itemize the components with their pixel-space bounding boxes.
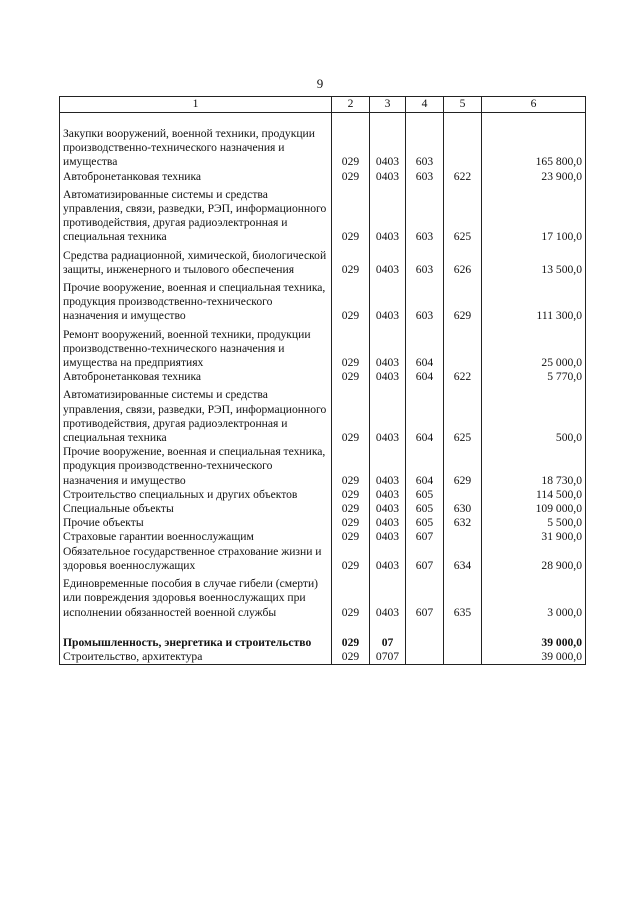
table-row (60, 277, 586, 324)
table-row (60, 245, 586, 277)
page-number: 9 (316, 76, 324, 91)
row-code-4: 603 (406, 277, 444, 324)
row-code-2: 029 (332, 573, 370, 620)
table-row (60, 650, 586, 665)
row-name: Прочие объекты (60, 516, 332, 530)
row-amount: 5 770,0 (482, 370, 586, 384)
row-code-4: 607 (406, 545, 444, 573)
row-code-3: 0403 (370, 488, 406, 502)
table-row (60, 573, 586, 620)
row-code-4: 604 (406, 445, 444, 488)
row-code-2: 029 (332, 488, 370, 502)
row-code-3: 0403 (370, 502, 406, 516)
row-code-3: 07 (370, 620, 406, 650)
row-name: Промышленность, энергетика и строительство (60, 620, 332, 650)
budget-table-container (59, 96, 585, 665)
row-name: Прочие вооружение, военная и специальная техника, продукция производственно-технического назначения и имущество (60, 445, 332, 488)
row-code-3: 0403 (370, 530, 406, 544)
row-amount: 31 900,0 (482, 530, 586, 544)
header-row (60, 97, 586, 113)
row-code-4: 607 (406, 530, 444, 544)
row-code-2: 029 (332, 516, 370, 530)
row-amount: 25 000,0 (482, 324, 586, 371)
row-name: Закупки вооружений, военной техники, продукции производственно-технического назначения и имущества (60, 113, 332, 170)
row-name: Ремонт вооружений, военной техники, продукции производственно-технического назначения и имущества на предприятиях (60, 324, 332, 371)
table-row (60, 370, 586, 384)
row-code-2: 029 (332, 545, 370, 573)
row-amount: 17 100,0 (482, 184, 586, 245)
row-code-2: 029 (332, 324, 370, 371)
row-code-2: 029 (332, 170, 370, 184)
row-code-5: 632 (444, 516, 482, 530)
row-code-4: 605 (406, 488, 444, 502)
row-code-4: 603 (406, 170, 444, 184)
row-code-4: 604 (406, 384, 444, 445)
row-code-2: 029 (332, 370, 370, 384)
row-code-5: 625 (444, 184, 482, 245)
row-code-4: 607 (406, 573, 444, 620)
table-row (60, 530, 586, 544)
table-row (60, 184, 586, 245)
row-code-2: 029 (332, 445, 370, 488)
row-name: Средства радиационной, химической, биологической защиты, инженерного и тылового обеспечения (60, 245, 332, 277)
header-col-3: 3 (370, 97, 406, 113)
table-row (60, 620, 586, 650)
row-amount: 18 730,0 (482, 445, 586, 488)
row-code-4: 604 (406, 370, 444, 384)
row-amount: 39 000,0 (482, 620, 586, 650)
table-row (60, 324, 586, 371)
row-name: Автобронетанковая техника (60, 370, 332, 384)
row-name: Единовременные пособия в случае гибели (смерти) или повреждения здоровья военнослужащих при исполнении обязанностей военной службы (60, 573, 332, 620)
row-code-4: 604 (406, 324, 444, 371)
row-code-3: 0707 (370, 650, 406, 665)
row-name: Строительство, архитектура (60, 650, 332, 665)
table-row (60, 113, 586, 170)
row-code-3: 0403 (370, 170, 406, 184)
row-code-5: 622 (444, 170, 482, 184)
row-code-4 (406, 620, 444, 650)
row-amount: 23 900,0 (482, 170, 586, 184)
row-code-3: 0403 (370, 184, 406, 245)
row-code-5 (444, 113, 482, 170)
row-amount: 3 000,0 (482, 573, 586, 620)
row-amount: 109 000,0 (482, 502, 586, 516)
row-amount: 5 500,0 (482, 516, 586, 530)
header-col-1: 1 (60, 97, 332, 113)
row-code-5 (444, 650, 482, 665)
table-row (60, 516, 586, 530)
row-amount: 165 800,0 (482, 113, 586, 170)
row-code-5: 630 (444, 502, 482, 516)
row-amount: 28 900,0 (482, 545, 586, 573)
row-code-2: 029 (332, 184, 370, 245)
table-row (60, 488, 586, 502)
table-row (60, 445, 586, 488)
row-code-3: 0403 (370, 445, 406, 488)
table-row (60, 384, 586, 445)
row-code-4: 603 (406, 184, 444, 245)
row-amount: 114 500,0 (482, 488, 586, 502)
row-name: Автоматизированные системы и средства управления, связи, разведки, РЭП, информационного противодействия, другая радиоэлектронная и специальная техника (60, 184, 332, 245)
row-code-3: 0403 (370, 384, 406, 445)
row-amount: 39 000,0 (482, 650, 586, 665)
table-row (60, 502, 586, 516)
table-row (60, 170, 586, 184)
header-col-2: 2 (332, 97, 370, 113)
row-name: Автоматизированные системы и средства управления, связи, разведки, РЭП, информационного противодействия, другая радиоэлектронная и специальная техника (60, 384, 332, 445)
header-col-6: 6 (482, 97, 586, 113)
row-amount: 111 300,0 (482, 277, 586, 324)
row-code-5: 625 (444, 384, 482, 445)
row-name: Специальные объекты (60, 502, 332, 516)
row-code-3: 0403 (370, 573, 406, 620)
row-code-2: 029 (332, 113, 370, 170)
row-code-2: 029 (332, 277, 370, 324)
row-code-5 (444, 620, 482, 650)
row-code-5: 626 (444, 245, 482, 277)
row-amount: 13 500,0 (482, 245, 586, 277)
row-name: Обязательное государственное страхование жизни и здоровья военнослужащих (60, 545, 332, 573)
row-code-4 (406, 650, 444, 665)
row-code-2: 029 (332, 384, 370, 445)
row-code-4: 603 (406, 113, 444, 170)
row-code-5: 629 (444, 277, 482, 324)
row-code-5 (444, 530, 482, 544)
row-code-5 (444, 324, 482, 371)
row-code-2: 029 (332, 620, 370, 650)
budget-table (59, 96, 586, 665)
row-code-3: 0403 (370, 516, 406, 530)
row-name: Автобронетанковая техника (60, 170, 332, 184)
row-code-3: 0403 (370, 324, 406, 371)
row-name: Строительство специальных и других объектов (60, 488, 332, 502)
row-code-2: 029 (332, 245, 370, 277)
row-code-5: 635 (444, 573, 482, 620)
row-code-5: 622 (444, 370, 482, 384)
row-code-4: 605 (406, 502, 444, 516)
row-code-4: 603 (406, 245, 444, 277)
row-code-2: 029 (332, 502, 370, 516)
row-code-5: 629 (444, 445, 482, 488)
table-row (60, 545, 586, 573)
row-name: Страховые гарантии военнослужащим (60, 530, 332, 544)
row-code-5 (444, 488, 482, 502)
table-body (60, 113, 586, 665)
row-code-5: 634 (444, 545, 482, 573)
row-code-3: 0403 (370, 545, 406, 573)
header-col-5: 5 (444, 97, 482, 113)
row-code-3: 0403 (370, 113, 406, 170)
row-code-2: 029 (332, 650, 370, 665)
row-amount: 500,0 (482, 384, 586, 445)
row-code-3: 0403 (370, 245, 406, 277)
row-code-3: 0403 (370, 277, 406, 324)
header-col-4: 4 (406, 97, 444, 113)
row-code-3: 0403 (370, 370, 406, 384)
row-code-2: 029 (332, 530, 370, 544)
row-code-4: 605 (406, 516, 444, 530)
row-name: Прочие вооружение, военная и специальная техника, продукция производственно-технического назначения и имущество (60, 277, 332, 324)
